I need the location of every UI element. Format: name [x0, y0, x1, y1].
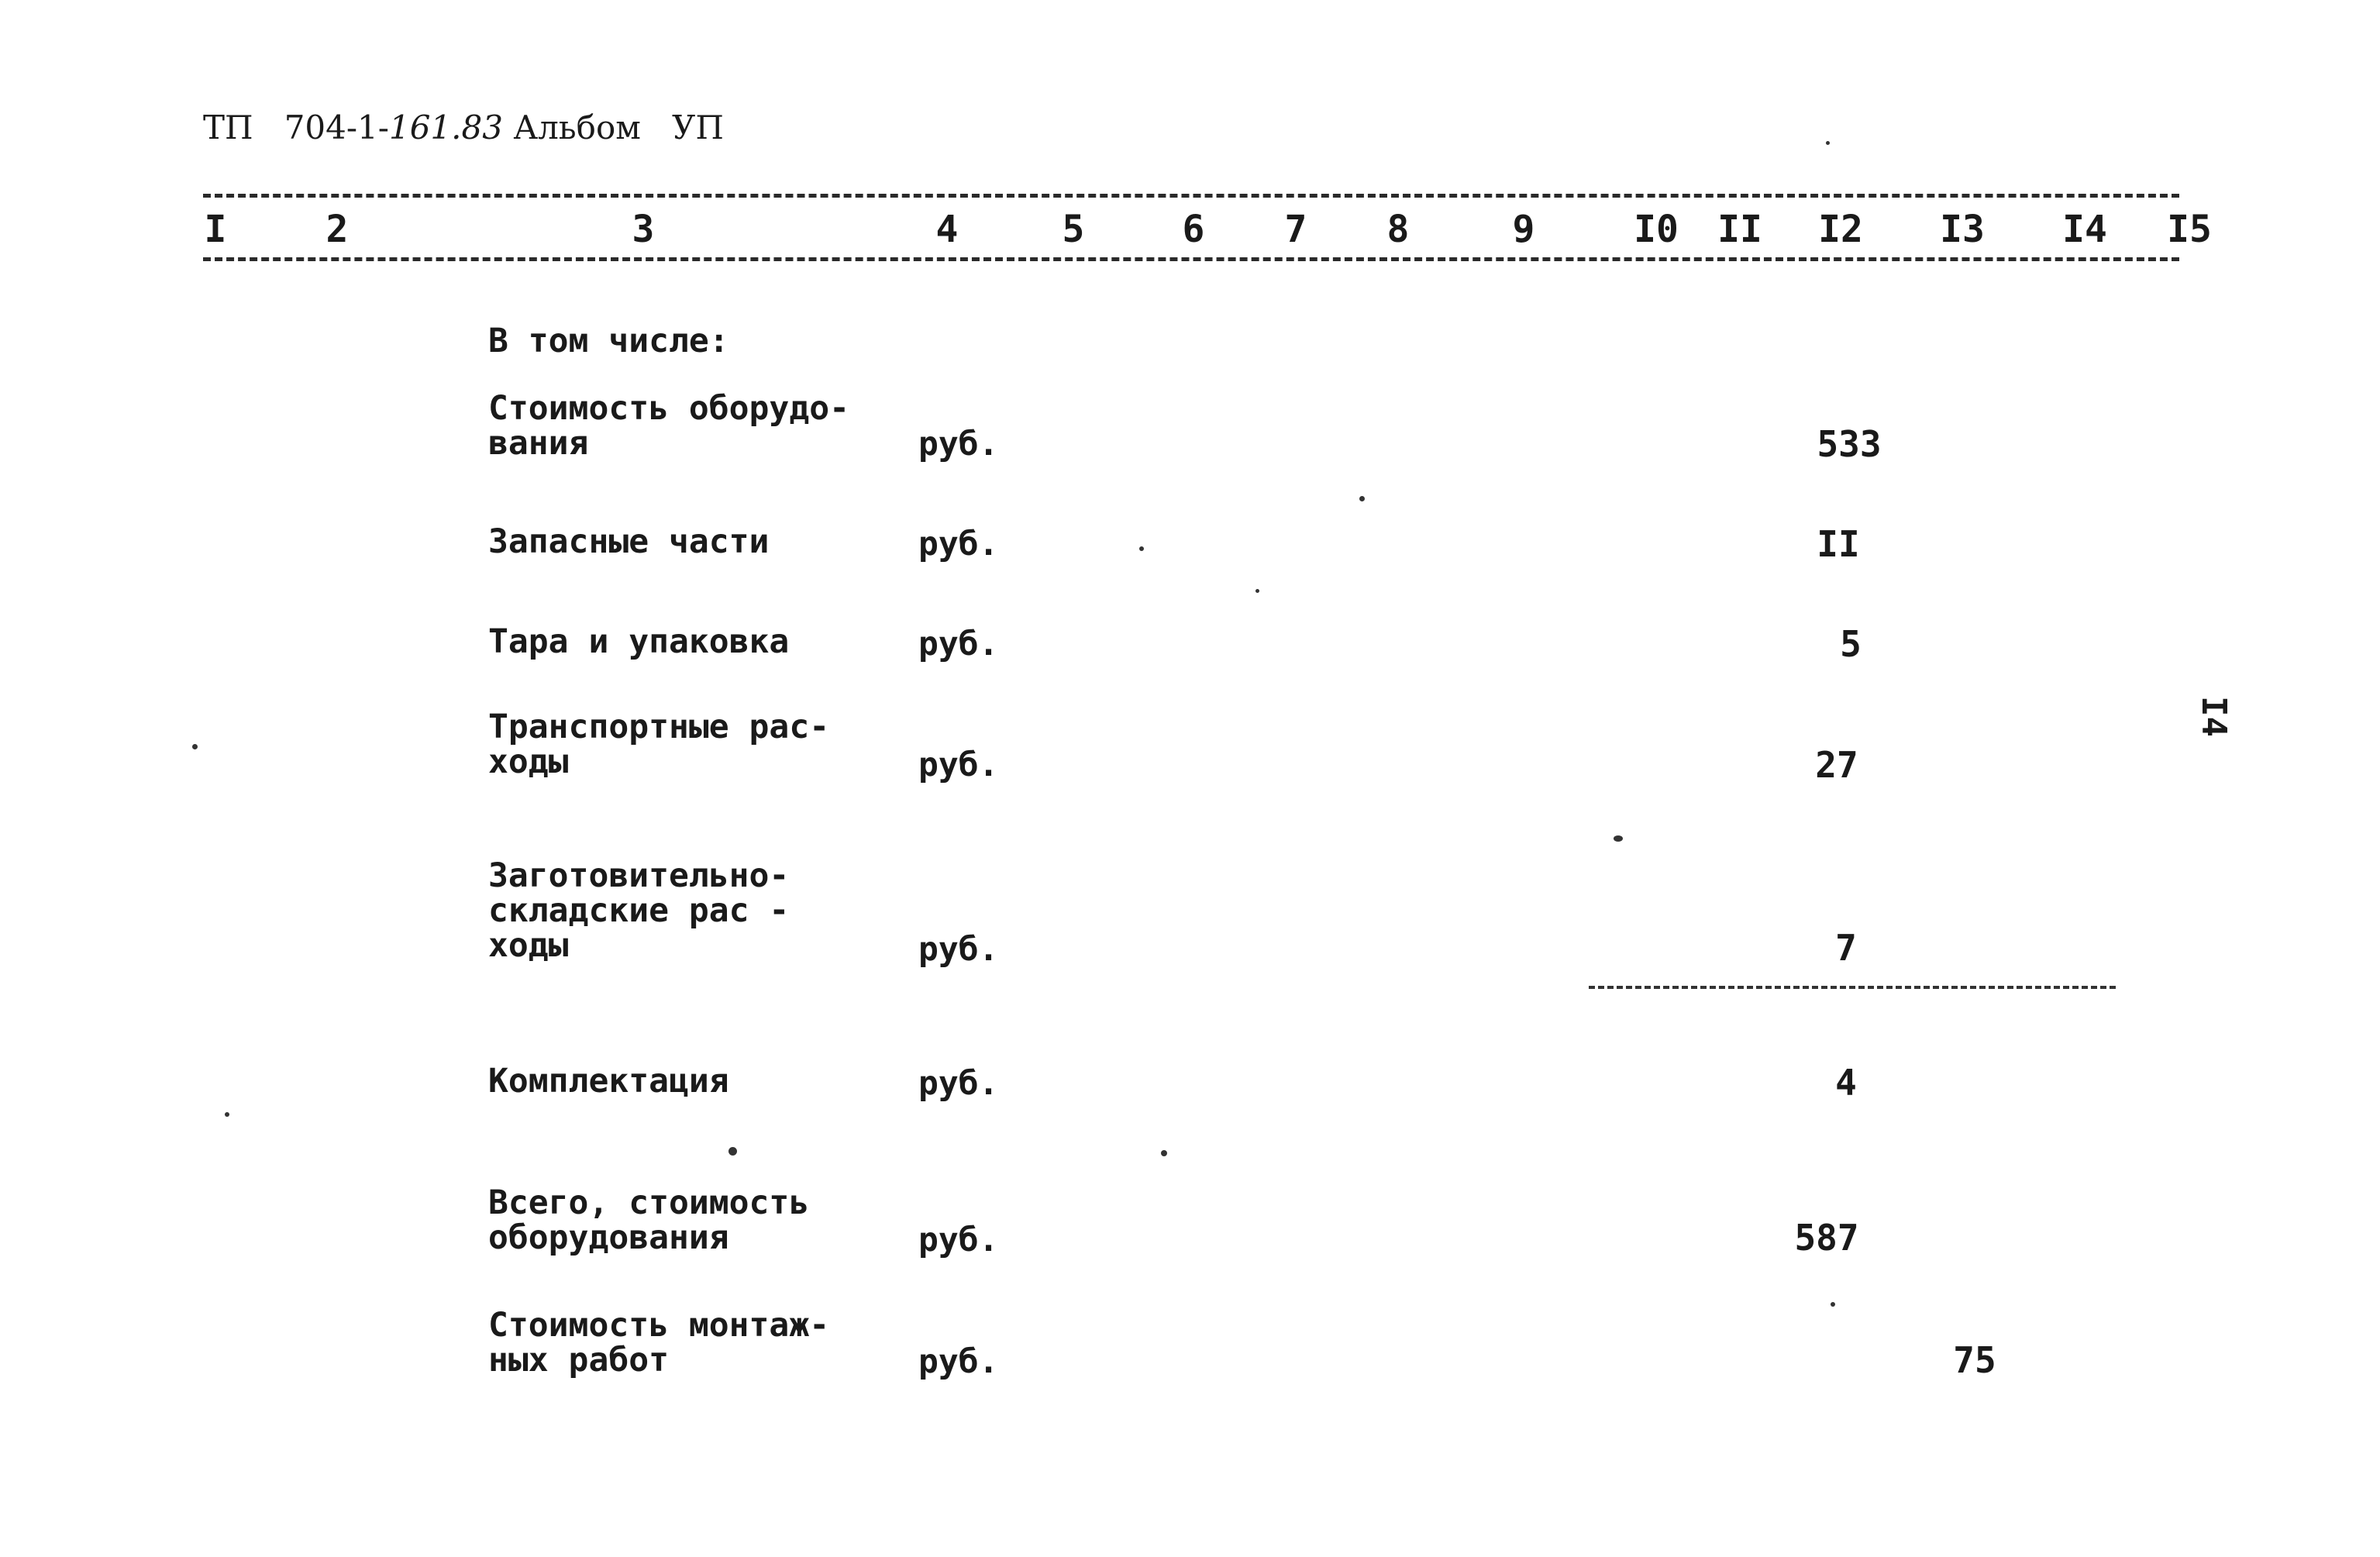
row-value: 533 [1817, 423, 1882, 465]
row-unit: руб. [918, 1064, 999, 1103]
scan-speck [225, 1112, 229, 1117]
column-number-10: I0 [1634, 208, 1679, 251]
column-number-13: I3 [1940, 208, 1985, 251]
row-label-line: Стоимость оборудо- [488, 389, 849, 428]
scan-speck [728, 1147, 737, 1156]
row-value: 75 [1953, 1339, 1996, 1381]
scan-speck [1139, 546, 1144, 551]
row-label-line: Всего, стоимость [488, 1183, 810, 1222]
column-bottom-rule [203, 257, 2179, 261]
row-label-installation-cost [488, 1308, 829, 1378]
row-label-line: Стоимость монтаж- [488, 1306, 830, 1345]
column-number-6: 6 [1182, 208, 1205, 251]
row-unit: руб. [918, 625, 999, 663]
column-number-11: II [1717, 208, 1762, 251]
row-unit: руб. [918, 1221, 999, 1259]
row-label-line: Заготовительно- [488, 856, 790, 895]
intro-label: В том числе: [488, 322, 729, 360]
row-label-line: ходы [488, 742, 569, 781]
row-unit: руб. [918, 746, 999, 784]
row-label-packaging: Тара и упаковка [488, 622, 790, 661]
header-prefix: ТП [203, 109, 253, 146]
scan-speck [1255, 589, 1259, 593]
row-value: 27 [1815, 744, 1858, 786]
row-label-transport-costs [488, 710, 829, 780]
column-number-12: I2 [1818, 208, 1863, 251]
column-number-1: I [204, 208, 227, 251]
row-unit: руб. [918, 1342, 999, 1381]
row-label-spare-parts: Запасные части [488, 522, 770, 561]
scan-speck [1826, 141, 1830, 145]
row-label-line: складские рас - [488, 891, 790, 930]
document-header [203, 109, 724, 146]
header-handwritten-number: 161.83 [388, 109, 503, 146]
column-number-7: 7 [1284, 208, 1307, 251]
scan-speck [1614, 835, 1623, 842]
row-label-line: вания [488, 424, 589, 463]
scan-speck [1831, 1302, 1835, 1307]
row-label-equipment-cost [488, 391, 849, 461]
header-album: Альбом [513, 109, 641, 146]
column-number-15: I5 [2167, 208, 2212, 251]
column-number-5: 5 [1062, 208, 1085, 251]
row-value: 587 [1794, 1217, 1859, 1259]
row-label-line: Транспортные рас- [488, 708, 830, 746]
row-value: 7 [1835, 927, 1857, 969]
column-number-14: I4 [2062, 208, 2107, 251]
column-number-9: 9 [1512, 208, 1535, 251]
row-label-total-equipment-cost [488, 1183, 810, 1257]
scan-speck [1359, 496, 1365, 501]
scan-speck [192, 744, 198, 749]
row-unit: руб. [918, 525, 999, 563]
row-label-line: ходы [488, 926, 569, 965]
column-number-3: 3 [632, 208, 655, 251]
row-value: 5 [1840, 623, 1862, 665]
row-unit: руб. [918, 425, 999, 463]
row-unit: руб. [918, 930, 999, 969]
row-label-line: оборудования [488, 1218, 729, 1257]
row-label-procurement-warehouse-costs [488, 856, 790, 965]
column-number-8: 8 [1386, 208, 1410, 251]
subtotal-dashed-rule [1589, 986, 2116, 989]
column-number-4: 4 [935, 208, 959, 251]
column-number-2: 2 [325, 208, 349, 251]
column-top-rule [203, 194, 2179, 198]
row-value: II [1817, 523, 1860, 565]
row-label-line: ных работ [488, 1341, 669, 1380]
row-label-kitting: Комплектация [488, 1062, 729, 1101]
header-album-number: УП [671, 109, 724, 146]
row-value: 4 [1835, 1062, 1857, 1104]
header-code: 704-1- [284, 109, 389, 146]
page-number: I4 [2194, 696, 2234, 737]
scan-speck [1161, 1150, 1167, 1156]
